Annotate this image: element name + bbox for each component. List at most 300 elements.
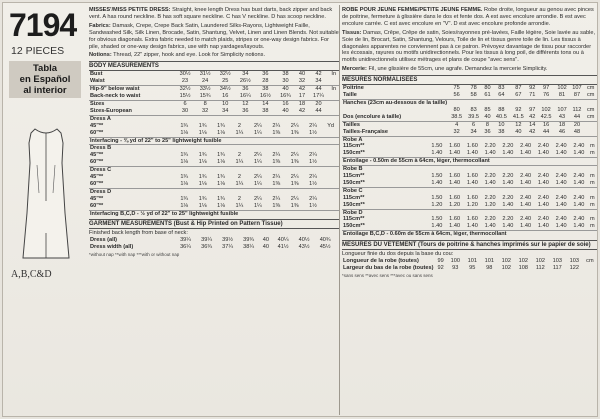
unit-label: m — [590, 179, 595, 186]
cell-value: 2.20 — [484, 194, 496, 201]
cell-value: 8 — [482, 121, 493, 128]
yardage-row — [342, 216, 597, 223]
cell-value: 1⅛ — [217, 159, 225, 166]
cell-value: 40 — [515, 128, 522, 135]
cell-value: 2¼ — [290, 174, 299, 181]
cell-value: 8 — [195, 100, 215, 107]
section-label: Dress D — [89, 188, 339, 195]
cell-value: 2¼ — [272, 174, 281, 181]
cell-value: 38 — [255, 86, 275, 93]
body-measurement-row — [89, 100, 339, 107]
unit-label: m — [590, 223, 595, 230]
cell-value: 34 — [222, 107, 229, 114]
yardage-row — [342, 180, 597, 187]
unit-label: cm — [586, 113, 595, 120]
garment-row — [89, 244, 339, 251]
cell-value: 2.40 — [555, 143, 567, 150]
english-notions-label: Notions: — [89, 52, 112, 59]
cell-value: 40 — [484, 113, 491, 120]
unit-label — [322, 181, 339, 188]
cell-value: 2¼ — [290, 122, 299, 129]
cell-value: 2¼ — [272, 122, 281, 129]
body-measurement-row — [89, 108, 339, 115]
english-description — [89, 7, 339, 21]
row-label: 45"** — [90, 195, 104, 202]
interfacing-row — [342, 158, 597, 166]
yardage-row — [89, 123, 339, 130]
row-label: Sizes — [89, 100, 175, 107]
cell-value: 43½ — [298, 244, 310, 251]
cell-value: 1.20 — [449, 201, 461, 208]
cell-value: 25 — [222, 78, 229, 85]
cell-value: 1.40 — [502, 150, 514, 157]
view-heading-row — [342, 166, 597, 173]
spanish-line-1: Tabla — [32, 63, 58, 74]
row-label: 60"** — [90, 159, 104, 166]
section-label: Robe C — [342, 187, 597, 194]
cell-value: 1⅜ — [290, 159, 299, 166]
cell-value: 2.20 — [484, 216, 496, 223]
yardage-row — [89, 130, 339, 137]
cell-value: 31½ — [199, 71, 211, 78]
cell-value: 1.40 — [484, 150, 496, 157]
cell-value — [493, 99, 510, 106]
cell-value: 92 — [529, 85, 536, 92]
row-label: 115cm** — [343, 216, 365, 223]
cell-value: 2.40 — [573, 216, 585, 223]
cell-value: 36¾ — [201, 244, 212, 251]
cell-value: 117 — [552, 265, 562, 271]
cell-value: 2.20 — [502, 216, 514, 223]
cell-value: 30 — [282, 78, 289, 85]
row-label: 60"** — [90, 202, 104, 209]
cell-value: 1.40 — [573, 179, 585, 186]
cell-value: 1¾ — [217, 152, 225, 159]
cell-value — [527, 99, 538, 106]
cell-value: 1⅜ — [272, 159, 281, 166]
cell-value: 6 — [175, 100, 195, 107]
unit-label — [583, 265, 597, 272]
section-label: Robe B — [342, 166, 597, 173]
cell-value: 1⅜ — [290, 180, 299, 187]
english-notions-text: Thread, 22" zipper, hook and eye. Look for Simplicity notions. — [113, 52, 265, 59]
cell-value: 102 — [501, 265, 511, 271]
cell-value: 17¼ — [313, 93, 324, 100]
cell-value: 34½ — [215, 86, 235, 93]
body-measurement-row — [89, 78, 339, 85]
cell-value: 34 — [470, 128, 477, 135]
cell-value: 2¼ — [272, 152, 281, 159]
cell-value: 2.20 — [484, 173, 496, 180]
cell-value: 1⅛ — [217, 202, 225, 209]
cell-value: 2¼ — [309, 152, 317, 159]
cell-value: 1¼ — [253, 129, 262, 136]
section-label: Interfacing B,C,D - ½ yd of 22" to 25" lightweight fusible — [89, 210, 339, 217]
french-fabrics — [342, 30, 597, 65]
cell-value: 40 — [262, 244, 269, 251]
row-label: Bust — [90, 71, 103, 78]
unit-label: m — [590, 143, 595, 150]
cell-value: 61 — [484, 92, 491, 99]
row-label: Back-neck to waist — [90, 93, 141, 100]
unit-label: cm — [586, 92, 595, 99]
unit-label: cm — [586, 258, 594, 265]
cell-value: 76 — [542, 92, 550, 99]
cell-value: 40 — [262, 237, 269, 244]
cell-value: 1½ — [309, 180, 317, 187]
french-garment-sub: Longueur finie du dos depuis la base du cou: — [342, 251, 454, 258]
yardage-row — [89, 181, 339, 188]
cell-value: 87 — [515, 85, 522, 92]
cell-value: 81 — [558, 92, 566, 99]
cell-value: 1.40 — [449, 223, 461, 230]
cell-value: 18 — [555, 121, 570, 128]
row-label: Sizes-European — [90, 107, 132, 114]
cell-value: 42 — [529, 128, 536, 135]
french-notions-text: Fil, une glissière de 55cm, une agrafe. Demandez la mercerie Simplicity. — [368, 66, 548, 73]
cell-value: 38.5 — [451, 113, 463, 120]
cell-value: 42 — [296, 86, 309, 93]
section-label: Interfacing - ⅜ yd of 22" to 25" lightweight fusible — [89, 137, 339, 145]
cell-value: 1.40 — [573, 201, 585, 208]
cell-value: 1.60 — [449, 143, 461, 150]
cell-value: 1.40 — [555, 179, 567, 186]
cell-value: 2¼ — [253, 195, 262, 202]
cell-value: 1.60 — [466, 216, 478, 223]
row-label: Poitrine — [343, 85, 364, 92]
cell-value: 103 — [569, 258, 579, 265]
cell-value: 20 — [570, 121, 585, 128]
unit-label: In — [331, 71, 337, 78]
unit-label — [329, 108, 340, 115]
cell-value: 42 — [298, 107, 306, 114]
cell-value: 1.40 — [431, 150, 443, 157]
cell-value: 1¾ — [180, 122, 189, 129]
english-column — [89, 7, 339, 257]
cell-value: 16½ — [259, 93, 271, 100]
cell-value: 1⅜ — [272, 202, 281, 209]
cell-value: 32½ — [219, 71, 231, 78]
unit-label: Yd — [327, 122, 335, 129]
cell-value: 40 — [298, 71, 306, 78]
cell-value: 1⅛ — [217, 129, 225, 136]
cell-value: 2¼ — [253, 122, 262, 129]
english-body-table — [89, 71, 339, 114]
interfacing-row — [89, 210, 339, 217]
cell-value: 87 — [573, 92, 581, 99]
english-fabrics-text: Damask, Crepe, Crepe Back Satin, Laundered Silks-Rayons, Lightweight Faille, Sandwashed Silk, Silk Linen, Brocade, Satin, Shantung, Velvet, Linen and Linen Blends. Not suitable for obvious diagonals. Extra fabric needed to match plaids, stripes or one-way design fabrics. For pile, shaded or one-way design fabrics, use with nap yardages/layouts. — [89, 22, 339, 50]
cell-value: 1¼ — [253, 180, 262, 187]
cell-value: 101 — [467, 258, 477, 265]
cell-value: 36 — [484, 128, 491, 135]
cell-value: 10 — [493, 121, 510, 128]
row-label: 150cm** — [343, 179, 365, 186]
english-notions — [89, 52, 339, 59]
unit-label — [329, 78, 340, 85]
english-garment-sub: Finished back length from base of neck: — [89, 230, 188, 237]
cell-value: 2.40 — [537, 216, 549, 223]
cell-value: 80 — [453, 106, 460, 113]
cell-value: 39.5 — [468, 113, 480, 120]
cell-value: 15½ — [179, 93, 191, 100]
cell-value: 2.40 — [520, 143, 532, 150]
cell-value — [482, 99, 493, 106]
cell-value: 38 — [498, 128, 505, 135]
cell-value: 48 — [573, 128, 581, 135]
row-label: Dress (all) — [90, 237, 118, 244]
cell-value: 1.40 — [537, 150, 549, 157]
cell-value: 1¼ — [235, 202, 244, 209]
cell-value: 2 — [237, 195, 241, 202]
cell-value: 1.40 — [449, 150, 461, 157]
view-heading-row — [342, 187, 597, 194]
cell-value: 23 — [181, 78, 189, 85]
cell-value: 2.20 — [484, 143, 496, 150]
cell-value: 1¾ — [180, 195, 189, 202]
unit-label: cm — [586, 106, 595, 113]
french-fabrics-label: Tissus: — [342, 29, 362, 36]
cell-value: 40.5 — [495, 113, 507, 120]
row-label: Largeur du bas de la robe (toutes) — [343, 265, 434, 271]
cell-value: 1¾ — [217, 174, 225, 181]
view-heading-row — [89, 167, 339, 174]
cell-value: 102 — [541, 106, 551, 113]
cell-value: 30 — [181, 107, 189, 114]
yardage-row — [342, 195, 597, 202]
cell-value: 2¼ — [309, 174, 317, 181]
english-desc-text: Straight, knee length Dress has bust darts, back zipper and back vent. A has round neckline. B has soft square neckline. C has V neckline. D has scoop neckline. — [89, 7, 333, 20]
row-label: Waist — [90, 78, 105, 85]
view-heading-row — [89, 115, 339, 122]
cell-value — [465, 99, 482, 106]
cell-value: 26½ — [239, 78, 251, 85]
cell-value: 1¾ — [217, 195, 225, 202]
unit-label — [322, 203, 339, 210]
row-label: 115cm** — [343, 143, 365, 150]
yardage-row — [342, 173, 597, 180]
yardage-row — [342, 150, 597, 157]
cell-value: 33½ — [195, 86, 215, 93]
body-measurement-row — [89, 71, 339, 78]
cell-value: 39¼ — [201, 237, 212, 244]
spanish-chart-badge — [9, 61, 81, 98]
cell-value: 40 — [275, 86, 295, 93]
cell-value: 1.20 — [484, 201, 496, 208]
cell-value: 2 — [237, 152, 241, 159]
cell-value: 16¾ — [280, 93, 291, 100]
cell-value: 98 — [486, 265, 493, 271]
cell-value: 2.40 — [573, 143, 585, 150]
cell-value: 10 — [215, 100, 235, 107]
row-label: Tailles-Française — [343, 128, 388, 135]
cell-value: 34 — [242, 71, 249, 78]
cell-value: 1.60 — [449, 216, 461, 223]
cell-value: 41½ — [277, 244, 289, 251]
cell-value: 24 — [202, 78, 209, 85]
cell-value: 1.50 — [431, 143, 443, 150]
cell-value: 1¼ — [235, 129, 244, 136]
cell-value: 2.40 — [520, 173, 532, 180]
cell-value — [570, 99, 585, 106]
french-yardage-table — [342, 136, 597, 239]
cell-value: 78 — [470, 85, 477, 92]
yardage-row — [89, 196, 339, 203]
cell-value: 44 — [315, 107, 322, 114]
cell-value: 1⅜ — [272, 180, 281, 187]
french-body-heading: MESURES NORMALISEES — [342, 75, 597, 85]
cell-value: 92 — [437, 265, 444, 271]
cell-value: 101 — [484, 258, 494, 265]
cell-value: 16 — [538, 121, 555, 128]
cell-value: 42 — [315, 71, 322, 78]
unit-label: m — [590, 173, 595, 180]
cell-value: 112 — [535, 265, 545, 271]
cell-value: 102 — [535, 258, 545, 265]
french-desc-text: Robe droite, longueur au genou avec pinces de poitrine, fermeture à glissière dans le dos et fente dos. A est avec encolure arrondie. B est avec encolure carrée. C est avec encolure en "V". D est avec encolure profonde arrondie. — [342, 7, 594, 27]
cell-value: 2.40 — [520, 216, 532, 223]
row-label: Hanches (23cm au-dessous de la taille) — [343, 99, 448, 106]
cell-value: 1⅛ — [180, 129, 189, 136]
cell-value: 95 — [469, 265, 476, 271]
cell-value: 1.60 — [466, 173, 478, 180]
cell-value: 1½ — [309, 202, 317, 209]
cell-value: 1.40 — [502, 201, 514, 208]
cell-value: 122 — [569, 265, 579, 271]
cell-value: 38¼ — [243, 244, 255, 251]
english-fabrics — [89, 23, 339, 51]
row-label: 150cm** — [343, 201, 365, 208]
cell-value — [538, 99, 555, 106]
cell-value: 1⅛ — [217, 180, 225, 187]
cell-value: 2 — [237, 122, 241, 129]
unit-label: cm — [586, 85, 595, 92]
cell-value: 102 — [557, 85, 567, 92]
cell-value: 83 — [498, 85, 505, 92]
unit-label — [584, 121, 597, 128]
unit-label: m — [590, 216, 595, 223]
cell-value: 1.40 — [484, 179, 496, 186]
cell-value: 2.20 — [502, 143, 514, 150]
cell-value: 83 — [470, 106, 477, 113]
cell-value: 32 — [202, 107, 209, 114]
row-label: 45"** — [90, 122, 104, 129]
cell-value: 2.40 — [573, 194, 585, 201]
pattern-envelope-back — [2, 2, 598, 417]
cell-value: 1¼ — [253, 159, 262, 166]
cell-value: 1.40 — [431, 179, 443, 186]
cell-value: 14 — [527, 121, 538, 128]
cell-value: 1.40 — [537, 201, 549, 208]
cell-value: 102 — [501, 258, 511, 265]
english-garment-heading: GARMENT MEASUREMENTS (Bust & Hip Printed on Pattern Tissue) — [89, 219, 339, 229]
cell-value: 18 — [296, 100, 309, 107]
cell-value: 100 — [450, 258, 460, 265]
cell-value: 1¼ — [253, 202, 262, 209]
cell-value: 75 — [453, 85, 460, 92]
english-title: MISSES'/MISS PETITE DRESS: — [89, 7, 171, 13]
unit-label: m — [590, 150, 595, 157]
cell-value: 44 — [308, 86, 328, 93]
cell-value: 71 — [529, 92, 536, 99]
cell-value: 39¾ — [243, 237, 255, 244]
garment-row — [342, 265, 597, 272]
cell-value: 44 — [573, 113, 581, 120]
section-label: Robe A — [342, 136, 597, 143]
cell-value: 2 — [237, 174, 241, 181]
view-heading-row — [342, 209, 597, 216]
piece-count: 12 PIECES — [11, 45, 65, 57]
cell-value: 1.40 — [431, 223, 443, 230]
cell-value: 85 — [484, 106, 491, 113]
cell-value: 1.50 — [431, 194, 443, 201]
cell-value — [510, 99, 527, 106]
english-garment-table — [89, 237, 339, 251]
cell-value: 15¾ — [199, 93, 211, 100]
cell-value: 44 — [542, 128, 550, 135]
unit-label — [322, 196, 339, 203]
cell-value: 1.40 — [520, 223, 532, 230]
unit-label — [322, 159, 339, 166]
cell-value: 40 — [282, 107, 289, 114]
cell-value: 2¼ — [290, 152, 299, 159]
cell-value: 42 — [529, 113, 536, 120]
row-label: 60"** — [90, 180, 104, 187]
cell-value: 1⅛ — [198, 159, 207, 166]
interfacing-row — [342, 231, 597, 238]
cell-value: 1.40 — [573, 150, 585, 157]
cell-value: 2.40 — [573, 173, 585, 180]
cell-value: 2.40 — [537, 173, 549, 180]
body-measurement-row — [342, 99, 597, 106]
english-body-heading: BODY MEASUREMENTS — [89, 61, 339, 71]
cell-value: 1.40 — [573, 223, 585, 230]
cell-value: 1.40 — [502, 179, 514, 186]
cell-value: 1¾ — [198, 195, 207, 202]
section-label: Dress A — [89, 115, 339, 122]
yardage-row — [342, 223, 597, 230]
cell-value: 56 — [453, 92, 460, 99]
cell-value: 1¾ — [180, 174, 189, 181]
cell-value: 1¼ — [235, 180, 244, 187]
cell-value: 1⅛ — [180, 180, 189, 187]
cell-value: 102 — [518, 258, 528, 265]
body-measurement-row — [342, 107, 597, 114]
cell-value: 88 — [498, 106, 505, 113]
dress-back-sketch — [13, 123, 79, 263]
cell-value: 1.50 — [431, 173, 443, 180]
view-heading-row — [89, 188, 339, 195]
cell-value: 108 — [518, 265, 528, 271]
section-label: Dress C — [89, 167, 339, 174]
size-codes: A,B,C&D — [11, 269, 52, 280]
row-label — [342, 107, 448, 114]
cell-value: 1¾ — [180, 152, 189, 159]
unit-label — [329, 93, 340, 100]
cell-value: 1½ — [309, 159, 317, 166]
cell-value: 2.40 — [555, 194, 567, 201]
cell-value: 1⅛ — [198, 202, 207, 209]
unit-label — [322, 174, 339, 181]
row-label: 150cm** — [343, 150, 365, 157]
cell-value: 1.60 — [466, 143, 478, 150]
section-label: Dress B — [89, 145, 339, 152]
cell-value: 1½ — [309, 129, 317, 136]
row-label: Dos (encolure à taille) — [343, 113, 402, 120]
cell-value: 40½ — [298, 237, 310, 244]
french-fabrics-text: Damas, Crêpe, Crêpe de satin, Soies/rayonnes pré-lavées, Faille légère, Soie lavée au sable, Soie de lin, Brocart, Satin, Shantung, Velours, Toile de lin et tissus genre toile de lin. Les tissus à diagonales apparentes ne conviennent pas à ce patron. Prévoyez davantage de tissu pour raccorder les écossais, rayures ou motifs unidirectionnels. Pour les tissus à long poil, de différents tons ou à motifs unidirectionnels utilisez métrages et plans de coupe "avec sens". — [342, 29, 596, 64]
cell-value: 1.40 — [466, 150, 478, 157]
yardage-row — [89, 203, 339, 210]
